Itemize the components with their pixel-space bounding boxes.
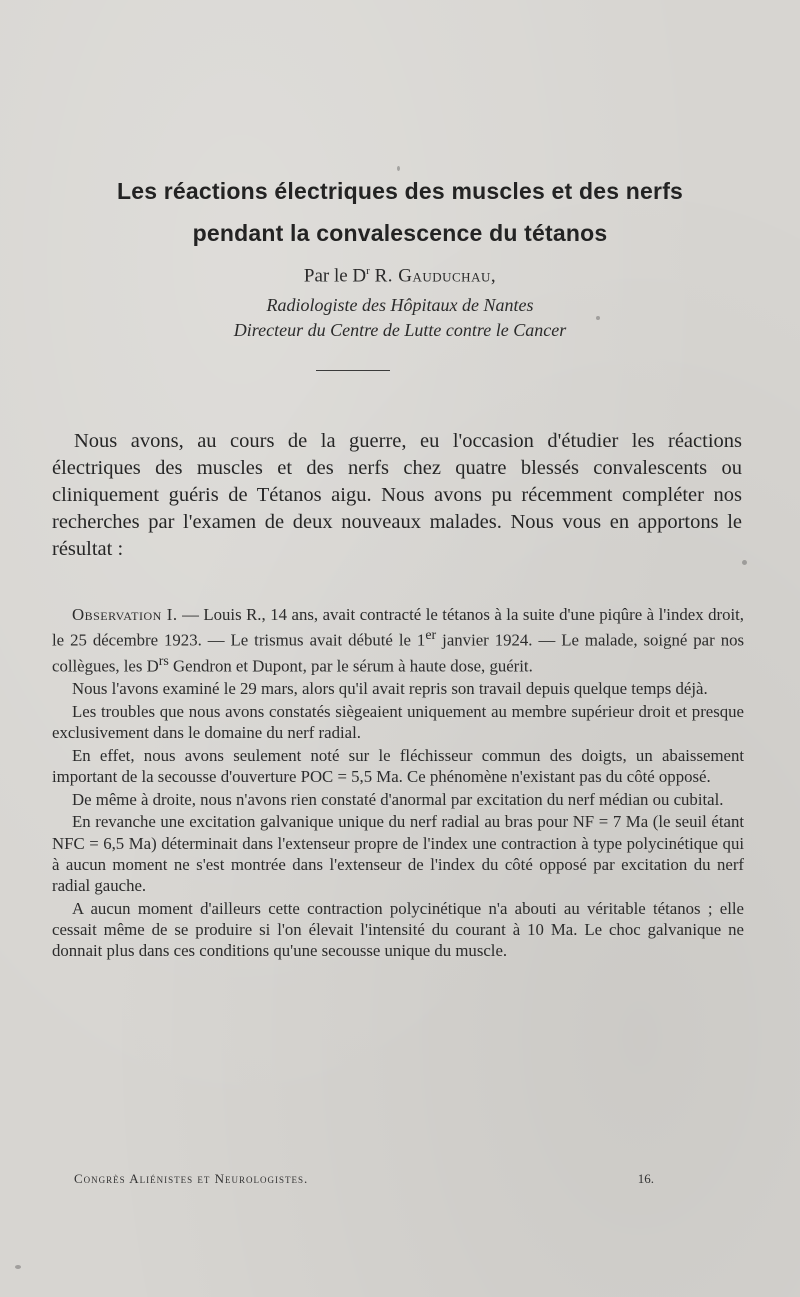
title-line-2: pendant la convalescence du tétanos — [192, 220, 608, 246]
observation-paragraph-4: En effet, nous avons seulement noté sur le fléchisseur commun des doigts, un abaissement important de la secousse d'ouverture POC = 5,5 Ma. Ce phénomène n'existant pas du côté opposé. — [52, 745, 744, 787]
obs-p1-sup1: er — [425, 628, 437, 644]
observation-heading: Observation I. — [72, 605, 178, 624]
affiliation-2: Directeur du Centre de Lutte contre le Cancer — [233, 320, 567, 340]
observation-paragraph-7: A aucun moment d'ailleurs cette contraction polycinétique n'a abouti au véritable tétanos ; elle cessait même de se produire si l'on élevait l'intensité du courant à 10 Ma. Le choc galvanique ne donnait plus dans ces conditions qu'une secousse unique du muscle. — [52, 898, 744, 961]
obs-p1-part3: Gendron et Dupont, par le sérum à haute dose, guérit. — [168, 656, 533, 676]
author-name: R. Gauduchau, — [374, 265, 497, 287]
observation-paragraph-1 — [52, 604, 744, 677]
observation-section — [52, 604, 744, 963]
intro-paragraph: Nous avons, au cours de la guerre, eu l'occasion d'étudier les réactions électriques des muscles et des nerfs chez quatre blessés convalescents ou cliniquement guéris de Tétanos aigu. Nous avons pu récemment compléter nos recherches par l'examen de deux nouveaux malades. Nous vous en apportons le résultat : — [52, 430, 742, 560]
separator-rule — [316, 370, 390, 371]
observation-paragraph-6: En revanche une excitation galvanique unique du nerf radial au bras pour NF = 7 Ma (le seuil étant NFC = 6,5 Ma) déterminait dans l'extenseur propre de l'index une contraction à type polycinétique qui à aucun moment ne s'est montrée dans l'extenseur de l'index du côté opposé par excitation du nerf radial gauche. — [52, 812, 744, 896]
footer-journal: Congrès Aliénistes et Neurologistes. — [74, 1171, 309, 1186]
author-prefix-sup: r — [366, 265, 370, 277]
observation-paragraph-2: Nous l'avons examiné le 29 mars, alors qu'il avait repris son travail depuis quelque temps déjà. — [72, 679, 708, 699]
obs-p1-part1: — Louis R., 14 ans, avait contracté le tétanos à la suite d'une piqûre à l'index droit, le 25 décembre 1923. — Le trismus avait débuté le 1 — [52, 605, 744, 650]
paper-speck — [596, 316, 600, 320]
paper-speck — [15, 1265, 21, 1269]
title-line-1: Les réactions électriques des muscles et des nerfs — [116, 178, 684, 204]
author-line — [40, 265, 760, 287]
paper-speck — [742, 560, 747, 565]
page-number: 16. — [637, 1171, 654, 1186]
obs-p1-sup2: rs — [158, 654, 169, 670]
author-prefix: Par le D — [303, 265, 367, 287]
page-footer — [74, 1171, 654, 1187]
obs-p1-part2: janvier 1924. — Le malade, soigné par nos collègues, les D — [52, 630, 745, 676]
observation-paragraph-3: Les troubles que nous avons constatés siègeaient uniquement au membre supérieur droit et presque exclusivement dans le domaine du nerf radial. — [52, 701, 744, 743]
affiliation-1: Radiologiste des Hôpitaux de Nantes — [266, 295, 534, 315]
paper-speck — [397, 166, 400, 171]
observation-paragraph-5: De même à droite, nous n'avons rien constaté d'anormal par excitation du nerf médian ou cubital. — [72, 789, 724, 809]
